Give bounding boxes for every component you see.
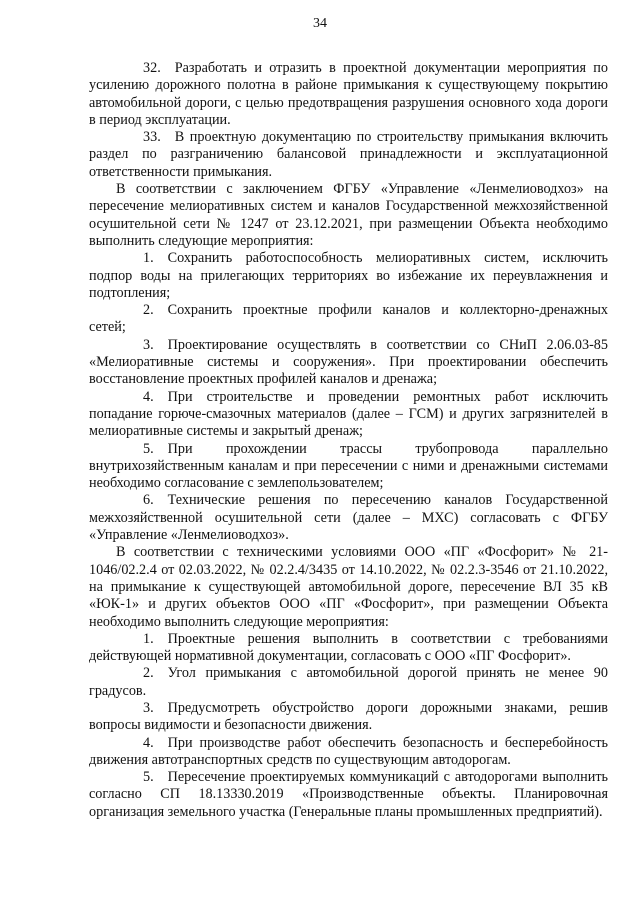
paragraph	[89, 337, 608, 389]
page-number: 34	[313, 16, 327, 31]
item-number: 4.	[143, 734, 154, 751]
item-number: 4.	[143, 388, 154, 405]
document-body	[89, 60, 608, 821]
paragraph-text: Угол примыкания с автомобильной дорогой принять не менее 90 градусов.	[89, 665, 608, 699]
paragraph	[89, 302, 608, 337]
paragraph-text: Проектные решения выполнить в соответствии с требованиями действующей нормативной документации, согласовать с ООО «ПГ Фосфорит».	[89, 630, 608, 665]
paragraph-text: Технические решения по пересечению каналов Государственной межхозяйственной осушительной сети (далее – МХС) согласовать с ФГБУ «Управление «Ленмелиоводхоз».	[89, 492, 608, 544]
paragraph	[89, 60, 608, 129]
paragraph	[89, 129, 608, 181]
paragraph-text: При строительстве и проведении ремонтных работ исключить попадание горюче-смазочных материалов (далее – ГСМ) и других загрязнителей в мелиоративные системы и закрытый дренаж;	[89, 388, 608, 440]
item-number: 2.	[143, 302, 154, 319]
paragraph-text: В соответствии с заключением ФГБУ «Управление «Ленмелиоводхоз» на пересечение мелиоративных систем и каналов Государственной межхозяйственной осушительной сети № 1247 от 23.12.2021, при размещении Объекта необходимо выполнить следующие мероприятия:	[89, 181, 608, 249]
paragraph	[89, 631, 608, 666]
paragraph	[89, 769, 608, 821]
paragraph	[89, 735, 608, 770]
paragraph	[89, 250, 608, 302]
paragraph-text: Проектирование осуществлять в соответствии со СНиП 2.06.03-85 «Мелиоративные системы и сооружения». При проектировании обеспечить восстановление проектных профилей каналов и дренажа;	[89, 336, 608, 388]
paragraph-text: При производстве работ обеспечить безопасность и бесперебойность движения автотранспортных средств по существующим автодорогам.	[89, 734, 608, 768]
paragraph	[89, 544, 608, 630]
item-number: 6.	[143, 492, 154, 509]
paragraph	[89, 389, 608, 441]
paragraph-text: Разработать и отразить в проектной документации мероприятия по усилению дорожного полотна в районе примыкания к существующему покрытию автомобильной дороги, с целью предотвращения разрушения основного хода дороги в период эксплуатации.	[89, 60, 608, 128]
paragraph	[89, 181, 608, 250]
paragraph-text: Сохранить работоспособность мелиоративных систем, исключить подпор воды на прилегающих территориях во избежание их переувлажнения и подтопления;	[89, 250, 608, 301]
item-number: 2.	[143, 665, 154, 682]
paragraph-text: Предусмотреть обустройство дороги дорожными знаками, решив вопросы видимости и безопасности движения.	[89, 699, 608, 734]
item-number: 1.	[143, 250, 154, 267]
item-number: 1.	[143, 630, 154, 647]
paragraph	[89, 665, 608, 700]
paragraph	[89, 441, 608, 493]
item-number: 5.	[143, 769, 154, 786]
paragraph-text: При прохождении трассы трубопровода параллельно внутрихозяйственным каналам и при пересечении с ними и дренажными системами необходимо согласование с землепользователем;	[89, 440, 608, 492]
item-number: 3.	[143, 336, 154, 353]
paragraph-text: Пересечение проектируемых коммуникаций с автодорогами выполнить согласно СП 18.13330.2019 «Производственные объекты. Планировочная организация земельного участка (Генеральные планы промышленных предприятий).	[89, 769, 608, 820]
paragraph-text: В соответствии с техническими условиями ООО «ПГ «Фосфорит» № 21-1046/02.2.4 от 02.03.2022, № 02.2.4/3435 от 14.10.2022, № 02.2.3-3546 от 21.10.2022, на примыкание к существующей автомобильной дороге, пересечение ВЛ 35 кВ «ЮК-1» и других объектов ООО «ПГ «Фосфорит», при размещении Объекта необходимо выполнить следующие мероприятия:	[89, 544, 608, 630]
item-number: 3.	[143, 699, 154, 716]
paragraph	[89, 492, 608, 544]
item-number: 33.	[143, 129, 161, 146]
item-number: 5.	[143, 440, 154, 457]
paragraph-text: В проектную документацию по строительству примыкания включить раздел по разграничению балансовой принадлежности и эксплуатационной ответственности примыкания.	[89, 129, 608, 180]
paragraph-text: Сохранить проектные профили каналов и коллекторно-дренажных сетей;	[89, 302, 608, 336]
item-number: 32.	[143, 60, 161, 76]
paragraph	[89, 700, 608, 735]
